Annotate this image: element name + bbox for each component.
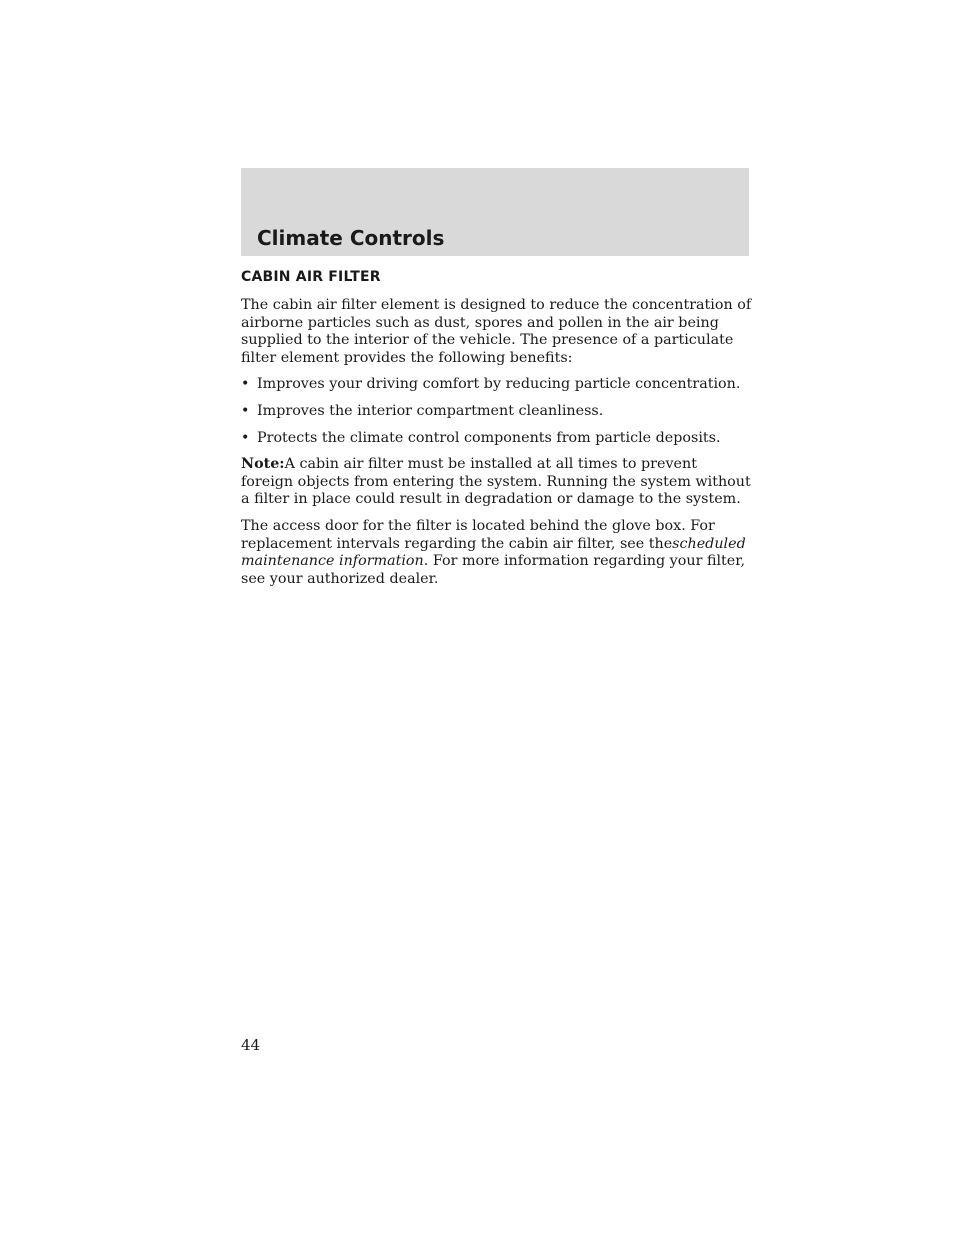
note-paragraph	[241, 456, 753, 509]
bullet-text: Protects the climate control components from particle deposits.	[257, 429, 721, 446]
bullet-text: Improves the interior compartment cleanliness.	[257, 402, 604, 419]
list-item	[241, 430, 753, 448]
bullet-icon: •	[241, 376, 250, 393]
scheduled-maintenance-reference: scheduled maintenance information	[241, 535, 746, 570]
bullet-icon: •	[241, 429, 250, 446]
note-label: Note:	[241, 456, 285, 473]
access-text-before: The access door for the filter is located behind the glove box. For replacement intervals regarding the cabin air filter, see the	[241, 517, 715, 552]
note-text: A cabin air filter must be installed at all times to prevent foreign objects from entering the system. Running the system without a filter in place could result in degradation or damage to the system.	[241, 456, 751, 508]
cabin-air-filter-heading: CABIN AIR FILTER	[241, 269, 381, 285]
section-header-band	[241, 168, 749, 256]
section-title: Climate Controls	[257, 226, 445, 250]
list-item	[241, 376, 753, 394]
list-item	[241, 403, 753, 421]
bullet-icon: •	[241, 402, 250, 419]
access-paragraph	[241, 518, 753, 588]
benefits-list	[241, 376, 753, 447]
bullet-text: Improves your driving comfort by reducing particle concentration.	[257, 376, 741, 393]
page-number: 44	[241, 1036, 261, 1054]
intro-paragraph: The cabin air filter element is designed to reduce the concentration of airborne particles such as dust, spores and pollen in the air being supplied to the interior of the vehicle. The presence of a particulate filter element provides the following benefits:	[241, 297, 752, 366]
access-text-after: . For more information regarding your filter, see your authorized dealer.	[241, 553, 746, 587]
page-content	[241, 268, 753, 597]
